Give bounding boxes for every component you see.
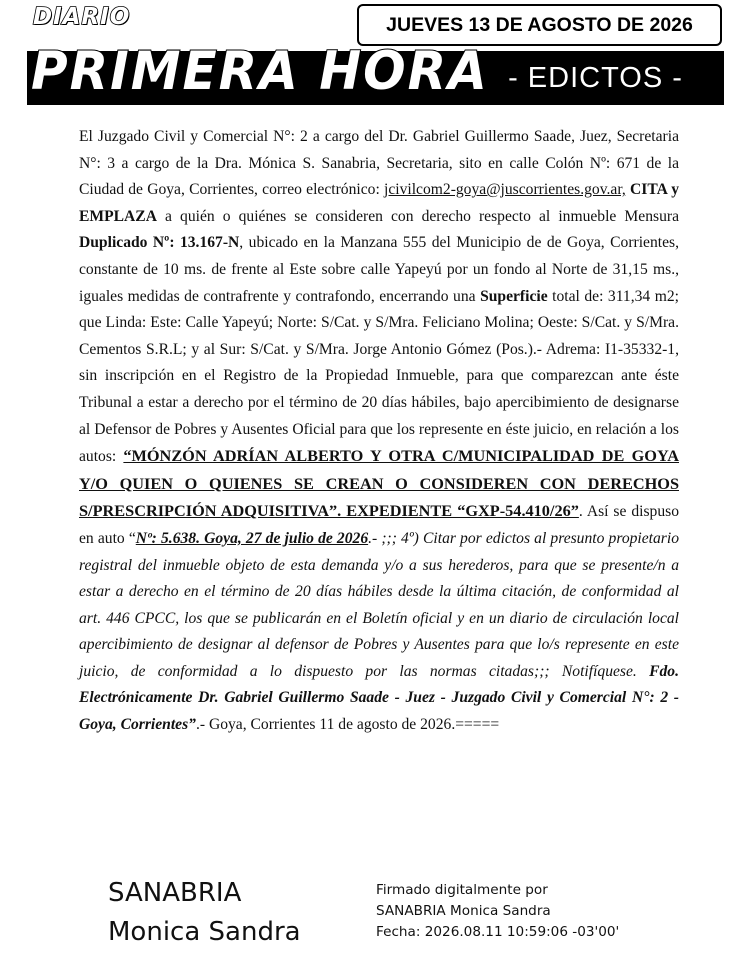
court-email: jcivilcom2-goya@juscorrientes.gov.ar, xyxy=(384,181,626,199)
brand-logo: PRIMERA HORA xyxy=(31,40,489,102)
signature-clause: Fdo. Electrónicamente Dr. Gabriel Guillermo Saade - Juez - Juzgado Civil y Comercial N°: 2 - Goya, Corrientes” xyxy=(79,662,679,734)
publication-date: JUEVES 13 DE AGOSTO DE 2026 xyxy=(357,4,722,46)
signer-name xyxy=(108,874,301,952)
cita-emplaza: CITA y EMPLAZA xyxy=(79,181,679,225)
section-label: - EDICTOS - xyxy=(508,61,683,94)
edict-text-5: total de: 311,34 m2; que Linda: Este: Calle Yapeyú; Norte: S/Cat. y S/Mra. Feliciano Molina; Oeste: S/Cat. y S/Mra. Cementos S.R.L; y al Sur: S/Cat. y S/Mra. Jorge Antonio Gómez (Pos.).- Adrema: I1-35332-1, sin inscripción en el Registro de la Propiedad Inmueble, para que comparezcan ante éste Tribunal a estar a derecho por el término de 20 días hábiles, bajo apercibimiento de designarse al Defensor de Pobres y Ausentes Oficial para que los represente en éste juicio, en relación a los autos: xyxy=(79,287,679,466)
edict-text-7: .- ;;; 4º) Citar por edictos al presunto propietario registral del inmueble objeto de esta demanda y/o a sus herederos, para que se presente/n a estar a derecho en el término de 20 días hábiles desde la última citación, de conformidad al art. 446 CPCC, los que se publicarán en el Boletín oficial y en un diario de circulación local apercibimiento de designar al defensor de Pobres y Ausentes para que lo/s represente en este juicio, de conformidad a lo dispuesto por las normas citadas;;; Notifíquese. xyxy=(79,529,679,680)
edict-text-6: . Así se dispuso en auto “ xyxy=(79,503,680,547)
case-title: “MÓNZÓN ADRÍAN ALBERTO Y OTRA C/MUNICIPALIDAD DE GOYA Y/O QUIEN O QUIENES SE CREAN O CONSIDEREN CON DERECHOS S/PRESCRIPCIÓN ADQUISITIVA”. EXPEDIENTE “GXP-54.410/26” xyxy=(79,446,679,521)
brand-small: DIARIO xyxy=(33,4,131,30)
digital-signature-block xyxy=(376,880,619,943)
signer-surname: SANABRIA xyxy=(108,878,242,908)
signature-date: Fecha: 2026.08.11 10:59:06 -03'00' xyxy=(376,924,620,940)
newspaper-header xyxy=(27,3,724,105)
signer-given-names: Monica Sandra xyxy=(108,917,301,947)
edict-text-8: .- Goya, Corrientes 11 de agosto de 2026.===== xyxy=(195,716,500,734)
superficie-label: Superficie xyxy=(480,287,548,305)
auto-reference: Nº: 5.638. Goya, 27 de julio de 2026 xyxy=(135,529,369,547)
edict-text-1: El Juzgado Civil y Comercial N°: 2 a cargo del Dr. Gabriel Guillermo Saade, Juez, Secretaria N°: 3 a cargo de la Dra. Mónica S. Sanabria, Secretaria, sito en calle Colón Nº: 671 de la Ciudad de Goya, Corrientes, correo electrónico: xyxy=(79,128,679,199)
signature-signer: SANABRIA Monica Sandra xyxy=(376,903,551,919)
mensura-number: Duplicado Nº: 13.167-N xyxy=(79,234,240,252)
signature-caption: Firmado digitalmente por xyxy=(376,882,548,898)
edict-text-3: a quién o quiénes se consideren con derecho respecto al inmueble Mensura xyxy=(156,207,679,225)
edict-text-4: , ubicado en la Manzana 555 del Municipio de de Goya, Corrientes, constante de 10 ms. de frente al Este sobre calle Yapeyú por un fondo al Norte de 31,15 ms., iguales medidas de contrafrente y contrafondo, encerrando una xyxy=(79,234,679,305)
edict-body xyxy=(79,124,679,739)
